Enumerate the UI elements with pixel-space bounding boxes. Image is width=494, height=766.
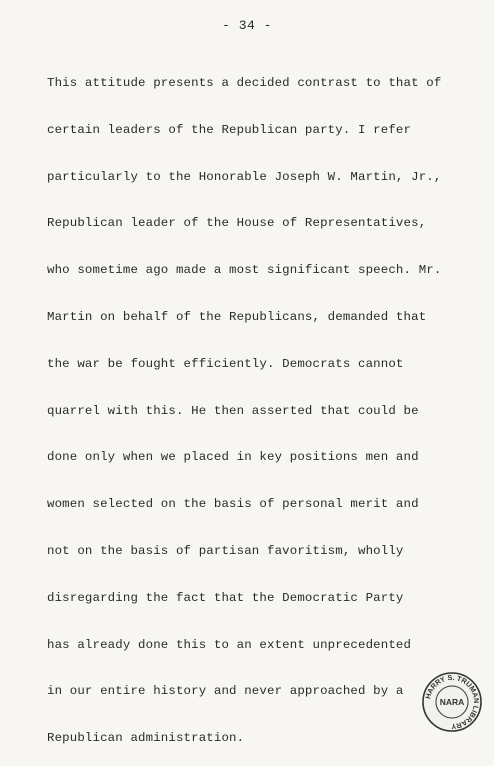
text-line: Republican administration.	[47, 731, 245, 746]
text-line: Martin on behalf of the Republicans, demanded that	[47, 309, 427, 324]
text-line: particularly to the Honorable Joseph W. Martin, Jr.,	[47, 169, 442, 184]
page-number: - 34 -	[222, 18, 272, 33]
text-line: This attitude presents a decided contrast to that of	[47, 76, 442, 90]
text-line: has already done this to an extent unprecedented	[47, 637, 412, 652]
library-seal-stamp	[421, 671, 483, 733]
text-line: in our entire history and never approached by a	[47, 684, 404, 699]
text-line: women selected on the basis of personal merit and	[47, 497, 419, 512]
text-line: disregarding the fact that the Democratic Party	[47, 590, 404, 605]
text-line: not on the basis of partisan favoritism, wholly	[47, 543, 404, 558]
stamp-arc-text: HARRY S. TRUMAN LIBRARY	[423, 672, 482, 732]
stamp-center-text: NARA	[439, 697, 465, 707]
body-text	[47, 60, 477, 762]
text-line: done only when we placed in key positions men and	[47, 450, 419, 465]
text-line: who sometime ago made a most significant speech. Mr.	[47, 263, 442, 278]
text-line: the war be fought efficiently. Democrats cannot	[47, 356, 404, 371]
text-line: Republican leader of the House of Representatives,	[47, 216, 427, 231]
text-line: certain leaders of the Republican party. I refer	[47, 122, 412, 137]
text-line: quarrel with this. He then asserted that could be	[47, 403, 419, 418]
